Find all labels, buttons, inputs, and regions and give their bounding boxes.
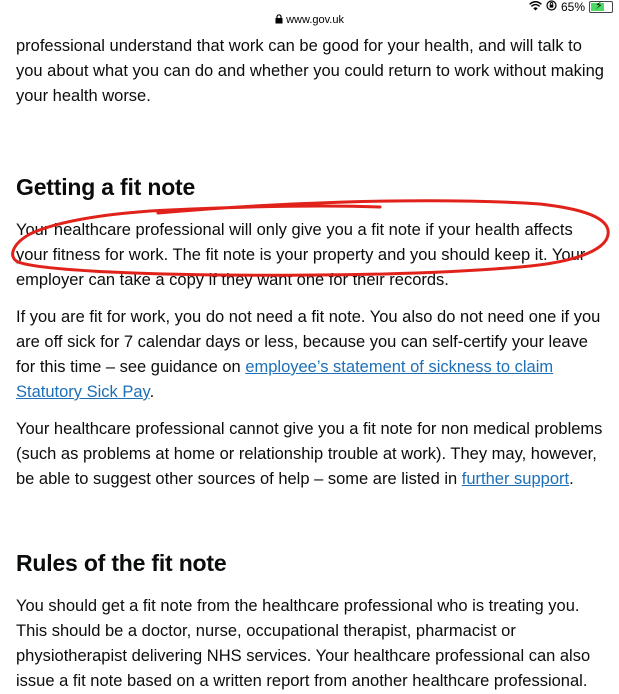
paragraph-fit-note-property: Your healthcare professional will only give you a fit note if your health affects your fitness for work. The fit note is your property and you should keep it. Your employer can take a copy if they want one for their records. [16,221,586,289]
paragraph-fit-for-work [16,305,606,405]
heading-rules-of-the-fit-note: Rules of the fit note [16,550,227,576]
paragraph-text: If you are fit for work, you do not need a fit note. You also do not need one if you are off sick for 7 calendar days or less, because you can self-certify your leave for this time – see guidance on [16,308,601,376]
wifi-icon [529,0,542,14]
address-bar[interactable] [0,14,619,26]
paragraph-end: . [149,383,155,401]
paragraph-non-medical [16,417,606,492]
paragraph-rules: You should get a fit note from the healthcare professional who is treating you. This should be a doctor, nurse, occupational therapist, pharmacist or physiotherapist delivering NHS services. Your healthcare professional can also issue a fit note based on a written report from another healthcare professional. [16,597,591,690]
lock-icon [275,14,286,26]
link-further-support[interactable]: further support [461,470,570,488]
orientation-lock-icon [546,0,557,14]
status-icons [529,0,613,14]
paragraph-text: Your healthcare professional cannot give you a fit note for non medical problems (such as problems at home or relationship trouble at work). They may, however, be able to suggest other sources of help – some are listed in [16,420,603,488]
paragraph-end: . [569,470,574,488]
heading-getting-a-fit-note: Getting a fit note [16,174,196,200]
intro-paragraph: professional understand that work can be good for your health, and will talk to you about what you can do and whether you could return to work without making your health worse. [16,37,604,105]
url-text: www.gov.uk [286,14,344,26]
battery-percent: 65% [560,0,585,14]
battery-icon: ⚡ [589,1,613,13]
page-content [16,34,606,694]
link-statutory-sick-pay[interactable]: employee’s statement of sickness to claim Statutory Sick Pay [16,358,554,401]
